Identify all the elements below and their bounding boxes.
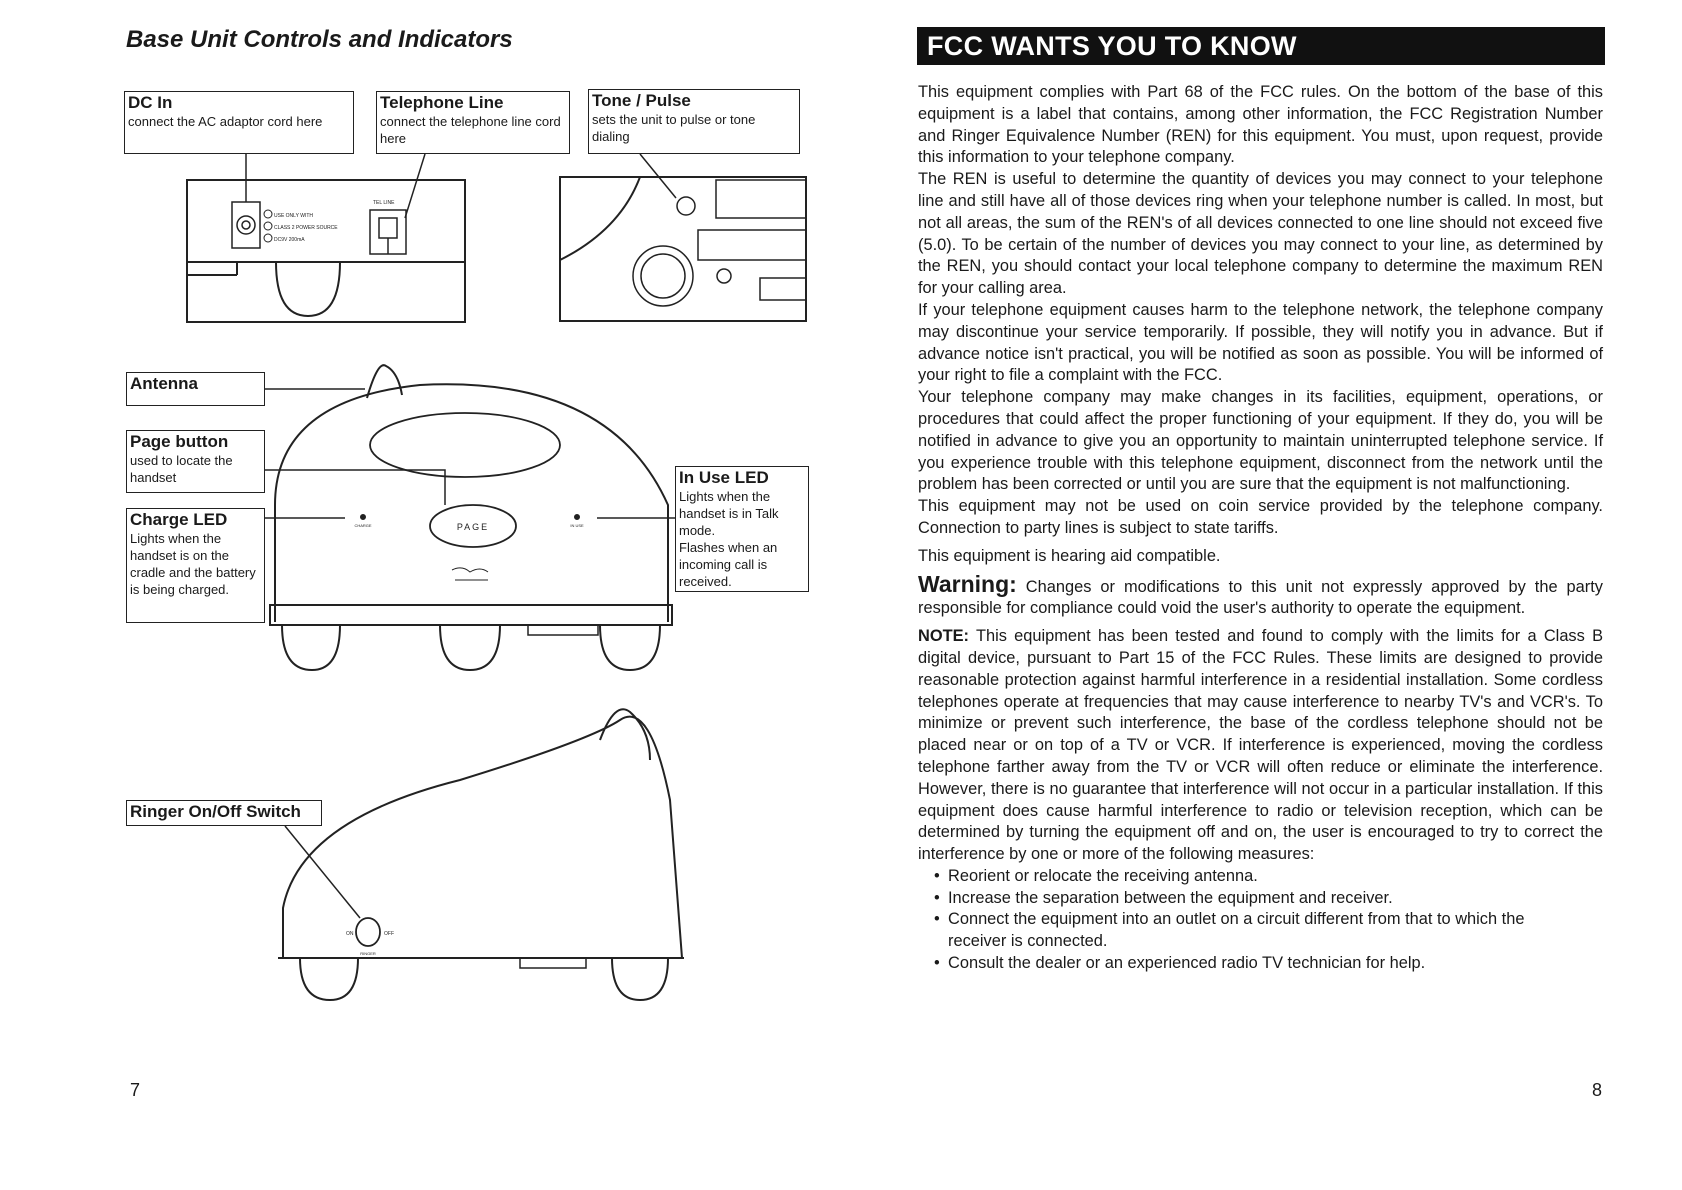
- label-off: OFF: [384, 931, 394, 937]
- list-item: • Connect the equipment into an outlet on a circuit different from that to which the receiver is connected.: [948, 909, 1603, 953]
- callout-tone-pulse: [588, 89, 800, 154]
- callout-dc-in: [124, 91, 354, 154]
- callout-tone-pulse-title: Tone / Pulse: [592, 91, 691, 110]
- warning-text: Changes or modifications to this unit not expressly approved by the party responsible for compliance could void the user's authority to operate the equipment.: [918, 577, 1603, 618]
- display-window: [370, 413, 560, 477]
- fcc-paragraph-1: This equipment complies with Part 68 of the FCC rules. On the bottom of the base of this equipment is a label that contains, among other information, the FCC Registration Number and Ringer Equivalence Number (REN) for this equipment. You must, upon request, provide this information to your telephone company.: [918, 83, 1603, 167]
- side-body: [283, 717, 682, 958]
- label-class2: CLASS 2 POWER SOURCE: [274, 225, 338, 231]
- page-number-left: 7: [130, 1080, 141, 1100]
- label-on: ON: [346, 931, 354, 937]
- callout-ringer-switch-title: Ringer On/Off Switch: [130, 802, 301, 821]
- callout-charge-led-title: Charge LED: [130, 510, 228, 529]
- fcc-paragraph-6: This equipment is hearing aid compatible.: [918, 546, 1221, 565]
- fcc-paragraph-4: Your telephone company may make changes in its facilities, equipment, operations, or procedures that could affect the proper functioning of your equipment. If they do, you will be notified in advance to give you an opportunity to maintain uninterrupted telephone service. If you experience trouble with this telephone equipment, disconnect from the network until the problem has been corrected or until you are sure that the equipment is not malfunctioning.: [918, 388, 1603, 494]
- note-text: This equipment has been tested and found to comply with the limits for a Class B digital device, pursuant to Part 15 of the FCC Rules. These limits are designed to provide reasonable protection against harmful interference in a residential installation. Some cordless telephones operate at frequencies that may cause interference to nearby TV's and VCR's. To minimize or prevent such interference, the base of the cordless telephone should not be placed near or on top of a TV or VCR. If interference is experienced, moving the cordless telephone farther away from the TV or VCR will often reduce or eliminate the interference. However, there is no guarantee that interference will not occur in a particular installation. If this equipment does cause harmful interference to radio or television reception, which can be determined by turning the equipment off and on, the user is encouraged to try to correct the interference by one or more of the following measures:: [918, 627, 1603, 864]
- callout-telephone-line-desc: connect the telephone line cord here: [380, 114, 561, 146]
- callout-charge-led: [126, 508, 265, 623]
- fcc-paragraph-5: This equipment may not be used on coin service provided by the telephone company. Connection to party lines is subject to state tariffs.: [918, 497, 1603, 537]
- page-title: Base Unit Controls and Indicators: [126, 26, 513, 53]
- label-charge: CHARGE: [354, 523, 372, 528]
- label-page: PAGE: [456, 522, 490, 532]
- front-body: [275, 384, 668, 622]
- callout-antenna-title: Antenna: [130, 374, 198, 393]
- callout-antenna: [126, 372, 265, 406]
- callout-telephone-line: [376, 91, 570, 154]
- note-paragraph: [918, 626, 1603, 866]
- note-label: NOTE:: [918, 627, 969, 646]
- callout-telephone-line-title: Telephone Line: [380, 93, 504, 112]
- callout-charge-led-desc: Lights when the handset is on the cradle and the battery is being charged.: [130, 531, 256, 597]
- callout-in-use-led: [675, 466, 809, 592]
- warning-label: Warning:: [918, 570, 1017, 597]
- right-page: [860, 0, 1682, 1190]
- page-number-right: 8: [1592, 1080, 1603, 1100]
- callout-in-use-led-title: In Use LED: [679, 468, 769, 487]
- label-ringer: RINGER: [360, 951, 376, 956]
- callout-page-button: [126, 430, 265, 493]
- list-item: • Consult the dealer or an experienced radio TV technician for help.: [948, 953, 1603, 975]
- fcc-body: [918, 82, 1603, 975]
- callout-dc-in-title: DC In: [128, 93, 173, 112]
- rear-foot: [276, 262, 340, 316]
- list-item: • Increase the separation between the equipment and receiver.: [948, 888, 1603, 910]
- label-in-use: IN USE: [570, 523, 584, 528]
- callout-page-button-title: Page button: [130, 432, 229, 451]
- label-dc-rating: DC9V 200mA: [274, 237, 305, 243]
- fcc-banner: FCC WANTS YOU TO KNOW: [917, 27, 1605, 65]
- ringer-switch-shape: [356, 918, 380, 946]
- callout-ringer-switch: [126, 800, 322, 826]
- callout-in-use-led-desc-2: Flashes when an incoming call is received.: [679, 540, 778, 589]
- label-use-only: USE ONLY WITH: [274, 213, 313, 219]
- warning-paragraph: [918, 570, 1603, 621]
- label-tel-line: TEL LINE: [373, 200, 395, 206]
- callout-dc-in-desc: connect the AC adaptor cord here: [128, 114, 323, 129]
- list-item: • Reorient or relocate the receiving antenna.: [948, 866, 1603, 888]
- dc-jack: [232, 202, 260, 248]
- rear-panel-box: [187, 180, 465, 322]
- fcc-paragraph-3: If your telephone equipment causes harm to the telephone network, the telephone company may discontinue your service temporarily. If possible, they will notify you in advance. But if advance notice isn't practical, you will be notified as soon as possible. You will be informed of your right to file a complaint with the FCC.: [918, 300, 1603, 385]
- callout-tone-pulse-desc: sets the unit to pulse or tone dialing: [592, 112, 756, 144]
- callout-in-use-led-desc-1: Lights when the handset is in Talk mode.: [679, 489, 779, 538]
- callout-page-button-desc: used to locate the handset: [130, 453, 233, 485]
- measures-list: [918, 866, 1603, 975]
- fcc-paragraph-2: The REN is useful to determine the quantity of devices you may connect to your telephone line and still have all of those devices ring when your telephone number is called. In most, but not all areas, the sum of the REN's of all devices connected to one line should not exceed five (5.0). To be certain of the number of devices you may connect to your line, as determined by the REN, you should contact your local telephone company to determine the maximum REN for your calling area.: [918, 170, 1603, 298]
